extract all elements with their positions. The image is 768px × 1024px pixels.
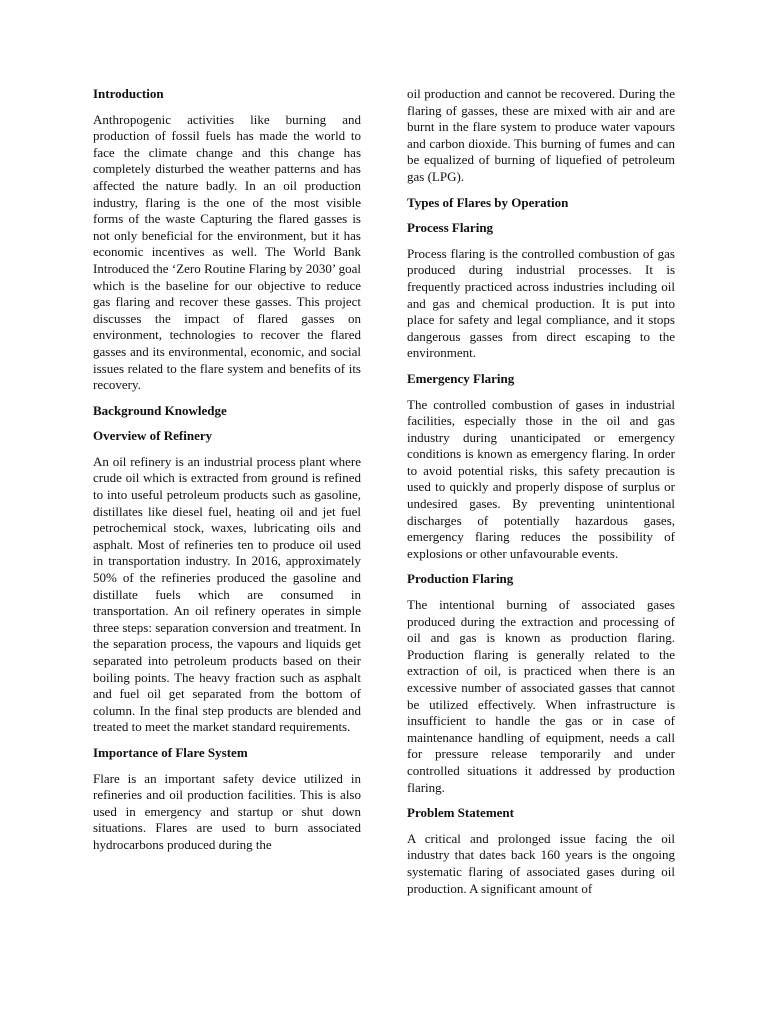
- production-flaring-paragraph: The intentional burning of associated gases produced during the extraction and processing of oil and gas is known as production flaring. Production flaring is generally related to the extraction of oil, is practiced when there is an excessive number of associated gasses that cannot be utilized effectively. When infrastructure is insufficient to handle the gas or in case of maintenance handling of equipment, needs a call for pressure release temporarily and under controlled situations it addressed by production flaring.: [407, 597, 675, 795]
- emergency-flaring-heading: Emergency Flaring: [407, 370, 515, 386]
- refinery-paragraph: An oil refinery is an industrial process plant where crude oil which is extracted from ground is refined to into useful petroleum products such as gasoline, distillates like diesel fuel, heating oil and jet fuel petrochemical stock, waxes, lubricating oils and asphalt. Most of refineries ten to produce oil used in transportation industry. In 2016, approximately 50% of the refineries produced the gasoline and distillate fuels which are consumed in transportation. An oil refinery operates in simple three steps: separation conversion and treatment. In the separation process, the vapours and liquids get separated into petroleum products based on their boiling points. The heavy fraction such as asphalt and fuel oil get separated from the bottom of column. In the final step products are blended and treated to meet the market standard requirements.: [93, 453, 361, 735]
- production-flaring-heading: Production Flaring: [407, 571, 514, 587]
- flare-system-paragraph: Flare is an important safety device utilized in refineries and oil production facilities. This is also used in emergency and startup or shut down situations. Flares are used to burn associated hydrocarbons produced during the: [93, 770, 361, 852]
- process-flaring-heading: Process Flaring: [407, 220, 494, 236]
- background-knowledge-heading: Background Knowledge: [93, 402, 227, 418]
- right-column: [407, 86, 675, 906]
- left-column: [93, 86, 361, 863]
- process-flaring-paragraph: Process flaring is the controlled combustion of gas produced during industrial processes. It is frequently practiced across industries including oil and gas and chemical production. It is put into place for safety and legal compliance, and it stops dangerous gasses from direct escaping to the environment.: [407, 245, 675, 361]
- introduction-paragraph: Anthropogenic activities like burning and production of fossil fuels has made the world to face the climate change and this change has completely disturbed the weather patterns and has affected the nature badly. In an oil production industry, flaring is the one of the most visible forms of the waste Capturing the flared gasses is not only beneficial for the environment, but it has economic incentives as well. The World Bank Introduced the ‘Zero Routine Flaring by 2030’ goal which is the baseline for our objective to reduce gas flaring and recover these gasses. This project discusses the impact of flared gasses on environment, technologies to recover the flared gasses and its environmental, economic, and social issues related to the flare system and benefits of its recovery.: [93, 111, 361, 393]
- emergency-flaring-paragraph: The controlled combustion of gases in industrial facilities, especially those in the oil and gas industry during unanticipated or emergency conditions is known as emergency flaring. In order to avoid potential risks, this safety precaution is used to quickly and properly dispose of surplus or undesired gases. By preventing unintentional discharges of potentially hazardous gases, emergency flaring reduces the possibility of explosions or other unfavourable events.: [407, 396, 675, 561]
- problem-statement-paragraph: A critical and prolonged issue facing the oil industry that dates back 160 years is the ongoing systematic flaring of associated gases during oil production. A significant amount of: [407, 830, 675, 896]
- types-of-flares-heading: Types of Flares by Operation: [407, 194, 569, 210]
- introduction-heading: Introduction: [93, 86, 164, 101]
- problem-statement-heading: Problem Statement: [407, 805, 514, 821]
- overview-of-refinery-heading: Overview of Refinery: [93, 428, 213, 444]
- flare-continued-paragraph: oil production and cannot be recovered. During the flaring of gasses, these are mixed with air and are burnt in the flare system to produce water vapours and carbon dioxide. This burning of fumes and can be equalized of burning of liquefied of petroleum gas (LPG).: [407, 86, 675, 184]
- importance-of-flare-heading: Importance of Flare System: [93, 744, 248, 760]
